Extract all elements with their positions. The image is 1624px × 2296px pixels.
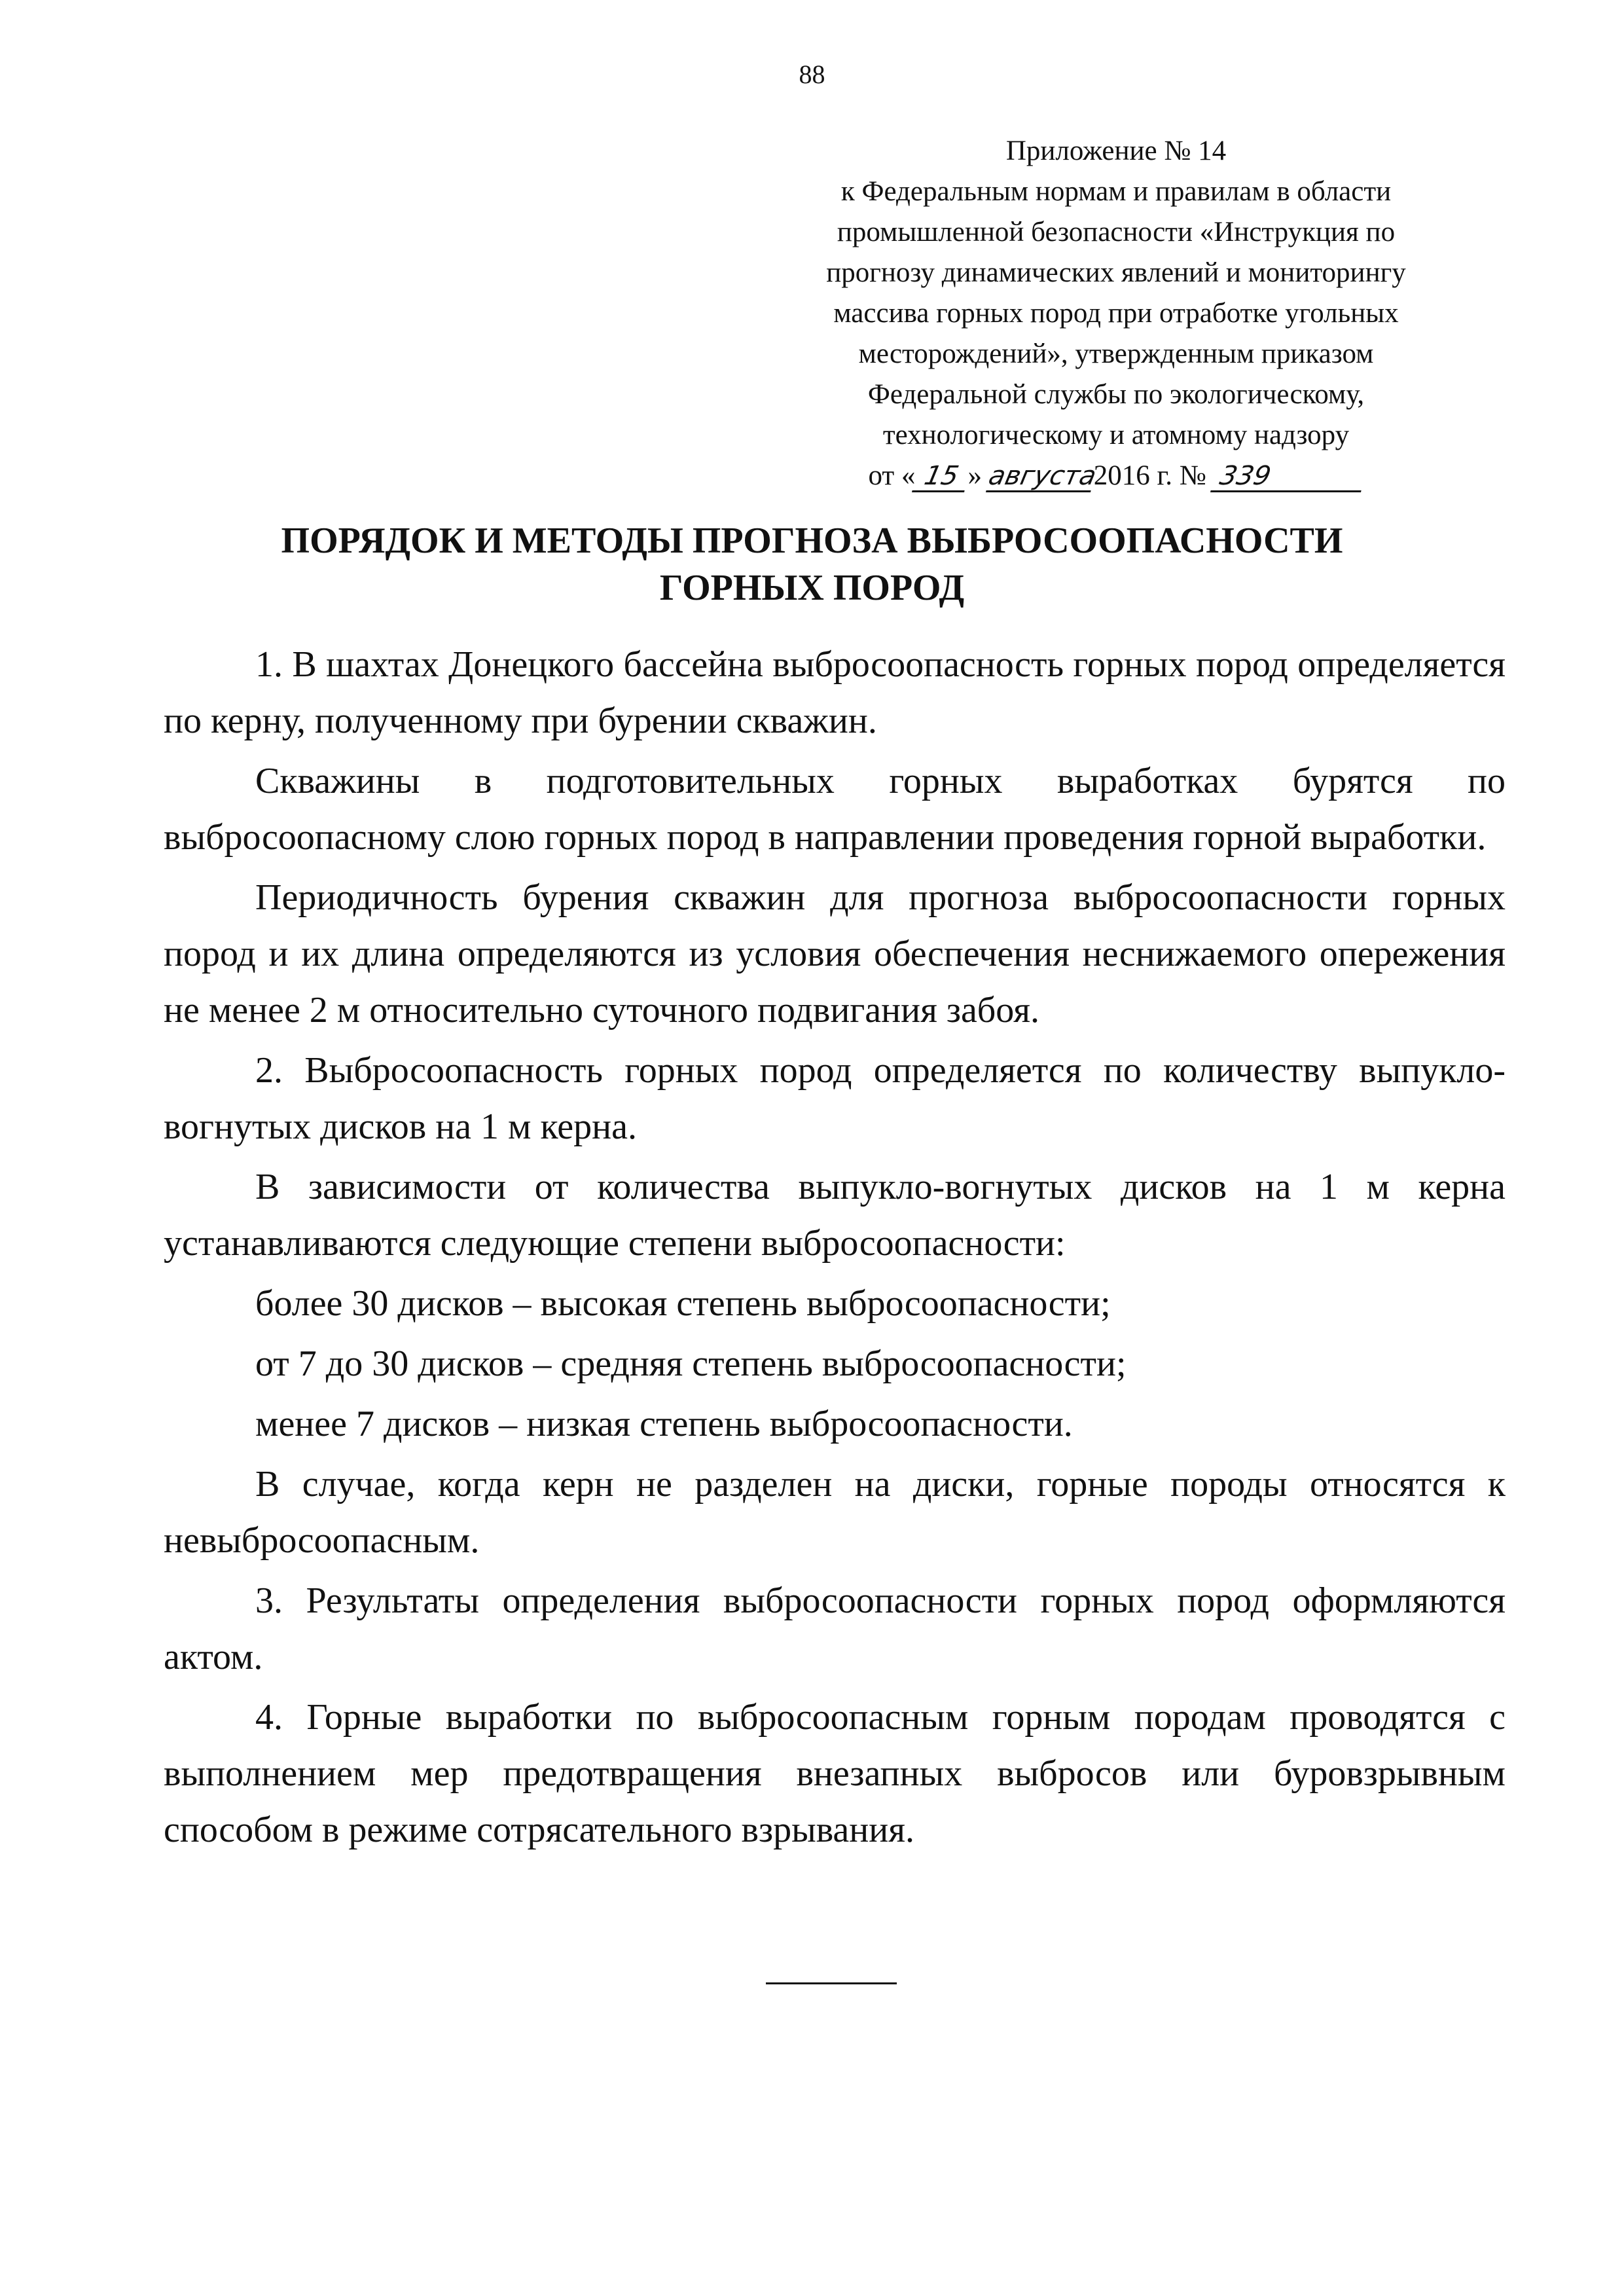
paragraph-8: 4. Горные выработки по выбросоопасным горным породам проводятся с выполнением мер предотвращения внезапных выбросов или буровзрывным способом в режиме сотрясательного взрывания. xyxy=(164,1697,1506,1850)
handwritten-order-number: 339 xyxy=(1210,462,1367,492)
appendix-line-2: к Федеральным нормам и правилам в области xyxy=(840,176,1392,207)
document-body xyxy=(164,636,1506,1862)
title-line-2: ГОРНЫХ ПОРОД xyxy=(659,568,965,608)
date-separator: » xyxy=(967,460,982,491)
paragraph-2: Скважины в подготовительных горных выработках бурятся по выбросоопасному слою горных пород в направлении проведения горной выработки. xyxy=(164,761,1506,858)
paragraph-7: 3. Результаты определения выбросоопасности горных пород оформляются актом. xyxy=(164,1580,1506,1677)
appendix-line-1: Приложение № 14 xyxy=(1005,136,1227,166)
appendix-header xyxy=(746,131,1486,496)
paragraph-5: В зависимости от количества выпукло-вогнутых дисков на 1 м керна устанавливаются следующие степени выбросоопасности: xyxy=(164,1167,1506,1264)
document-title xyxy=(164,517,1460,611)
paragraph-6: В случае, когда керн не разделен на диски, горные породы относятся к невыбросоопасным. xyxy=(164,1464,1506,1561)
list-item-high: более 30 дисков – высокая степень выбросоопасности; xyxy=(255,1283,1111,1324)
appendix-line-7: Федеральной службы по экологическому, xyxy=(867,379,1365,410)
date-prefix: от « xyxy=(868,460,916,491)
paragraph-1: 1. В шахтах Донецкого бассейна выбросоопасность горных пород определяется по керну, полученному при бурении скважин. xyxy=(164,644,1506,741)
list-item-low: менее 7 дисков – низкая степень выбросоопасности. xyxy=(255,1404,1073,1444)
appendix-line-5: массива горных пород при отработке угольных xyxy=(833,298,1399,329)
paragraph-4: 2. Выбросоопасность горных пород определяется по количеству выпукло-вогнутых дисков на 1 м керна. xyxy=(164,1050,1506,1147)
handwritten-day: 15 xyxy=(912,462,971,492)
title-line-1: ПОРЯДОК И МЕТОДЫ ПРОГНОЗА ВЫБРОСООПАСНОСТИ xyxy=(281,520,1343,561)
end-of-document-rule xyxy=(766,1982,897,1984)
appendix-line-4: прогнозу динамических явлений и мониторингу xyxy=(826,257,1406,288)
list-item-medium: от 7 до 30 дисков – средняя степень выбросоопасности; xyxy=(255,1343,1127,1384)
date-year: 2016 г. № xyxy=(1093,460,1206,491)
handwritten-month: августа xyxy=(986,461,1099,491)
page-number: 88 xyxy=(799,60,825,89)
order-date-line xyxy=(746,456,1486,496)
paragraph-3: Периодичность бурения скважин для прогноза выбросоопасности горных пород и их длина определяются из условия обеспечения неснижаемого опережения не менее 2 м относительно суточного подвигания забоя. xyxy=(164,877,1506,1030)
appendix-line-3: промышленной безопасности «Инструкция по xyxy=(837,217,1396,247)
appendix-line-6: месторождений», утвержденным приказом xyxy=(858,338,1374,369)
appendix-line-8: технологическому и атомному надзору xyxy=(882,420,1350,450)
